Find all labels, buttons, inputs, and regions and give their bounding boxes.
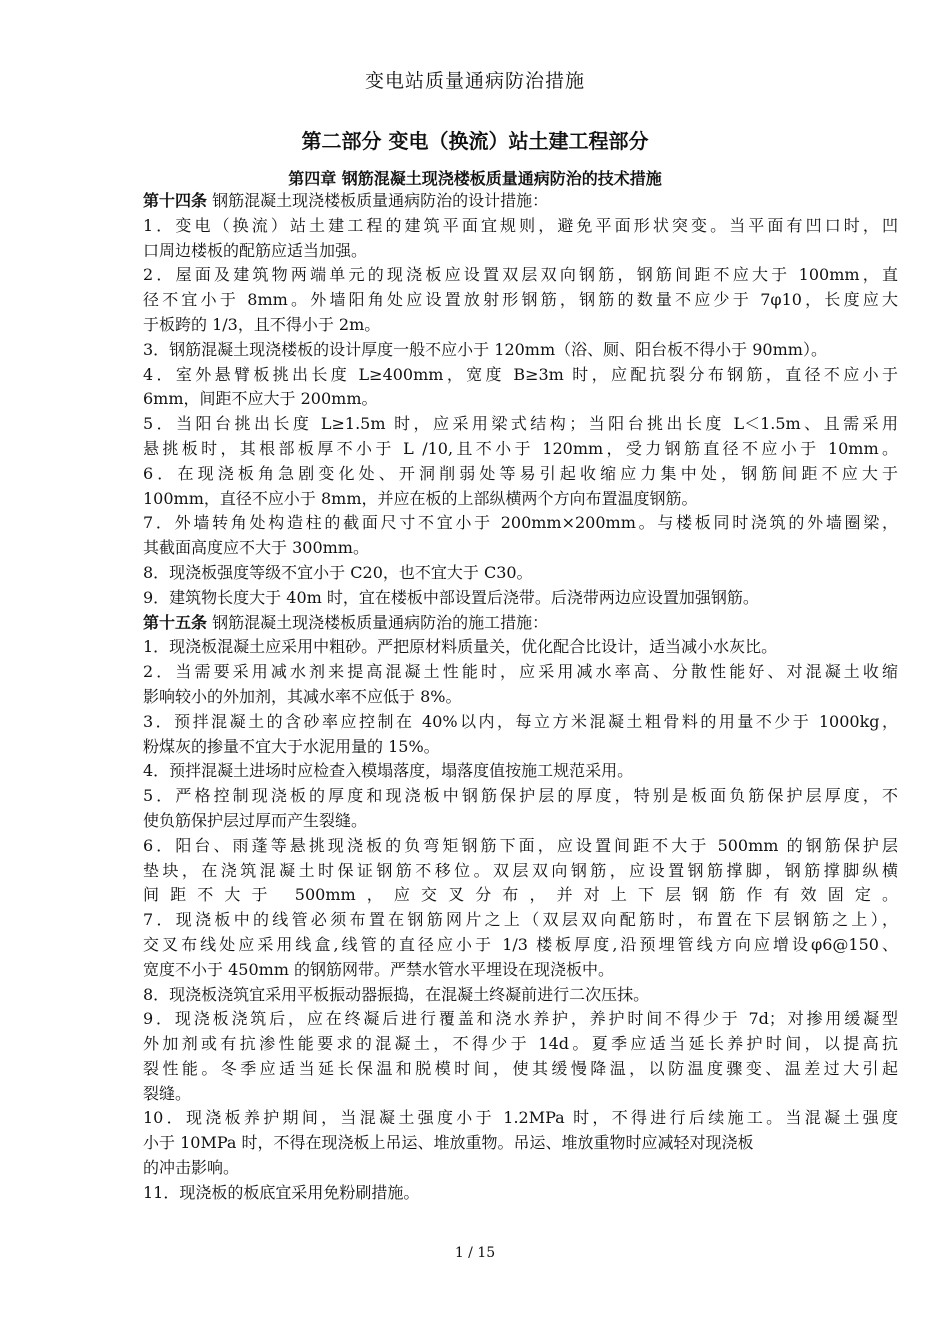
article-14-number: 第十四条 (143, 191, 208, 210)
running-header: 变电站质量通病防治措施 (364, 70, 585, 92)
text-line: 口周边楼板的配筋应适当加强。 (143, 240, 368, 260)
article-15-heading (143, 611, 898, 636)
text-line: 小于 10MPa 时，不得在现浇板上吊运、堆放重物。吊运、堆放重物时应减轻对现浇板 (143, 1133, 754, 1153)
text-line: 垫块，在浇筑混凝土时保证钢筋不移位。双层双向钢筋，应设置钢筋撑脚，钢筋撑脚纵横 (143, 860, 898, 880)
text-line: 悬挑板时，其根部板厚不小于 L /10,且不小于 120mm，受力钢筋直径不应小于 10mm。 (143, 438, 898, 458)
text-line: 9．建筑物长度大于 40m 时，宜在楼板中部设置后浇带。后浇带两边应设置加强钢筋。 (143, 587, 759, 607)
article-15-title: 钢筋混凝土现浇楼板质量通病防治的施工措施： (207, 612, 549, 632)
text-line: 使负筋保护层过厚而产生裂缝。 (143, 810, 368, 830)
text-line: 外加剂或有抗渗性能要求的混凝土，不得少于 14d。夏季应适当延长养护时间，以提高抗 (143, 1034, 898, 1054)
text-line: 8．现浇板强度等级不宜小于 C20，也不宜大于 C30。 (143, 562, 533, 582)
document-body (143, 189, 898, 1206)
text-line: 间距不大于 500mm，应交叉分布，并对上下层钢筋作有效固定。 (143, 885, 898, 905)
text-line: 其截面高度应不大于 300mm。 (143, 538, 369, 558)
text-line: 宽度不小于 450mm 的钢筋网带。严禁水管水平埋设在现浇板中。 (143, 959, 615, 979)
text-line: 6．阳台、雨蓬等悬挑现浇板的负弯矩钢筋下面，应设置间距不大于 500mm 的钢筋保护层 (143, 835, 898, 855)
text-line: 的冲击影响。 (143, 1158, 240, 1178)
article-14-heading (143, 189, 898, 214)
text-line: 9．现浇板浇筑后，应在终凝后进行覆盖和浇水养护，养护时间不得少于 7d；对掺用缓凝型 (143, 1009, 898, 1029)
page-number: 1 / 15 (454, 1245, 496, 1261)
text-line: 2．当需要采用减水剂来提高混凝土性能时，应采用减水率高、分散性能好、对混凝土收缩 (143, 662, 898, 682)
text-line: 影响较小的外加剂，其减水率不应低于 8%。 (143, 686, 462, 706)
text-line: 3．预拌混凝土的含砂率应控制在 40%以内，每立方米混凝土粗骨料的用量不少于 1000kg， (143, 711, 898, 731)
text-line: 8．现浇板浇筑宜采用平板振动器振捣，在混凝土终凝前进行二次压抹。 (143, 984, 650, 1004)
text-line: 径不宜小于 8mm。外墙阳角处应设置放射形钢筋，钢筋的数量不应少于 7φ10，长度应大 (143, 290, 898, 310)
article-14-lines (143, 214, 898, 611)
text-line: 7．现浇板中的线管必须布置在钢筋网片之上（双层双向配筋时，布置在下层钢筋之上）， (143, 910, 898, 930)
article-15-lines (143, 635, 898, 1205)
text-line: 裂缝。 (143, 1083, 192, 1103)
text-line: 粉煤灰的掺量不宜大于水泥用量的 15%。 (143, 736, 440, 756)
text-line: 3．钢筋混凝土现浇楼板的设计厚度一般不应小于 120mm（浴、厕、阳台板不得小于 90mm）。 (143, 339, 827, 359)
text-line: 4．预拌混凝土进场时应检查入模塌落度，塌落度值按施工规范采用。 (143, 761, 634, 781)
text-line: 6．在现浇板角急剧变化处、开洞削弱处等易引起收缩应力集中处，钢筋间距不应大于 (143, 463, 898, 483)
text-line: 于板跨的 1/3，且不得小于 2m。 (143, 314, 381, 334)
text-line: 6mm，间距不应大于 200mm。 (143, 389, 378, 409)
text-line: 5．当阳台挑出长度 L≥1.5m 时，应采用梁式结构；当阳台挑出长度 L＜1.5m、且需采用 (143, 414, 898, 434)
text-line: 1．现浇板混凝土应采用中粗砂。严把原材料质量关，优化配合比设计，适当减小水灰比。 (143, 637, 778, 657)
article-15-number: 第十五条 (143, 612, 208, 632)
text-line: 2．屋面及建筑物两端单元的现浇板应设置双层双向钢筋，钢筋间距不应大于 100mm，直 (143, 265, 898, 285)
chapter-title: 第四章 钢筋混凝土现浇楼板质量通病防治的技术措施 (288, 169, 662, 188)
text-line: 4．室外悬臂板挑出长度 L≥400mm，宽度 B≥3m 时，应配抗裂分布钢筋，直径不应小于 (143, 364, 898, 384)
text-line: 100mm，直径不应小于 8mm，并应在板的上部纵横两个方向布置温度钢筋。 (143, 488, 698, 508)
article-14-title: 钢筋混凝土现浇楼板质量通病防治的设计措施： (207, 191, 549, 210)
part-title: 第二部分 变电（换流）站土建工程部分 (301, 129, 649, 153)
text-line: 交叉布线处应采用线盒,线管的直径应小于 1/3 楼板厚度,沿预埋管线方向应增设φ6@150、 (143, 934, 898, 954)
text-line: 5．严格控制现浇板的厚度和现浇板中钢筋保护层的厚度，特别是板面负筋保护层厚度，不 (143, 786, 898, 806)
text-line: 1．变电（换流）站土建工程的建筑平面宜规则，避免平面形状突变。当平面有凹口时，凹 (143, 215, 898, 235)
text-line: 裂性能。冬季应适当延长保温和脱模时间，使其缓慢降温，以防温度骤变、温差过大引起 (143, 1058, 898, 1078)
text-line: 7．外墙转角处构造柱的截面尺寸不宜小于 200mm×200mm。与楼板同时浇筑的外墙圈梁， (143, 513, 898, 533)
text-line: 11．现浇板的板底宜采用免粉刷措施。 (143, 1182, 420, 1202)
text-line: 10．现浇板养护期间，当混凝土强度小于 1.2MPa 时，不得进行后续施工。当混凝土强度 (143, 1108, 898, 1128)
